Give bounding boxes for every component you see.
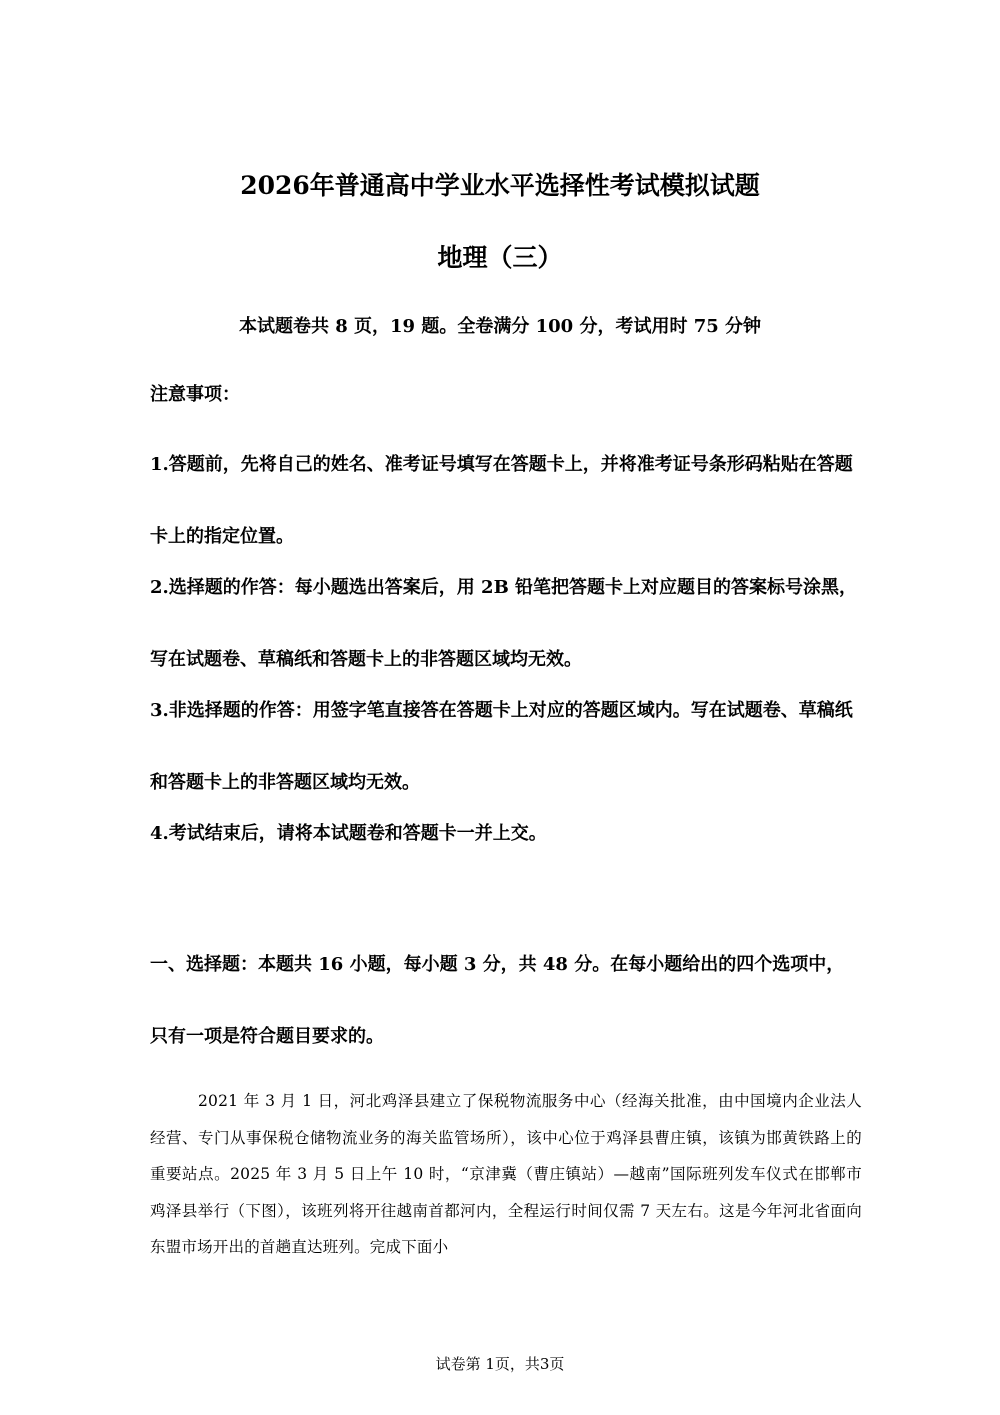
page-footer: 试卷第 1页，共3页 xyxy=(435,1355,565,1373)
exam-scope: 本试题卷共 8 页，19 题。全卷满分 100 分，考试用时 75 分钟 xyxy=(238,316,762,337)
notes-block xyxy=(150,380,860,870)
section-heading: 一、选择题：本题共 16 小题，每小题 3 分，共 48 分。在每小题给出的四个选项中，只有一项是符合题目要求的。 xyxy=(150,954,845,1047)
exam-title: 2026年普通高中学业水平选择性考试模拟试题 xyxy=(240,171,760,200)
note-item-2: 2.选择题的作答：每小题选出答案后，用 2B 铅笔把答题卡上对应题目的答案标号涂黑，写在试题卷、草稿纸和答题卡上的非答题区域均无效。 xyxy=(150,577,858,670)
note-item-1: 1.答题前，先将自己的姓名、准考证号填写在答题卡上，并将准考证号条形码粘贴在答题卡上的指定位置。 xyxy=(150,454,853,547)
question-passage: 2021 年 3 月 1 日，河北鸡泽县建立了保税物流服务中心（经海关批准，由中国境内企业法人经营、专门从事保税仓储物流业务的海关监管场所），该中心位于鸡泽县曹庄镇，该镇为邯黄铁路上的重要站点。2025 年 3 月 5 日上午 10 时，“京津冀（曹庄镇站）—越南”国际班列发车仪式在邯郸市鸡泽县举行（下图），该班列将开往越南首都河内，全程运行时间仅需 7 天左右。这是今年河北省面向东盟市场开出的首趟直达班列。完成下面小 xyxy=(150,1092,862,1256)
notes-heading: 注意事项： xyxy=(150,384,240,405)
note-item-3: 3.非选择题的作答：用签字笔直接答在答题卡上对应的答题区域内。写在试题卷、草稿纸和答题卡上的非答题区域均无效。 xyxy=(150,700,853,793)
note-item-4: 4.考试结束后，请将本试题卷和答题卡一并上交。 xyxy=(150,823,547,844)
exam-subject: 地理（三） xyxy=(437,243,563,272)
